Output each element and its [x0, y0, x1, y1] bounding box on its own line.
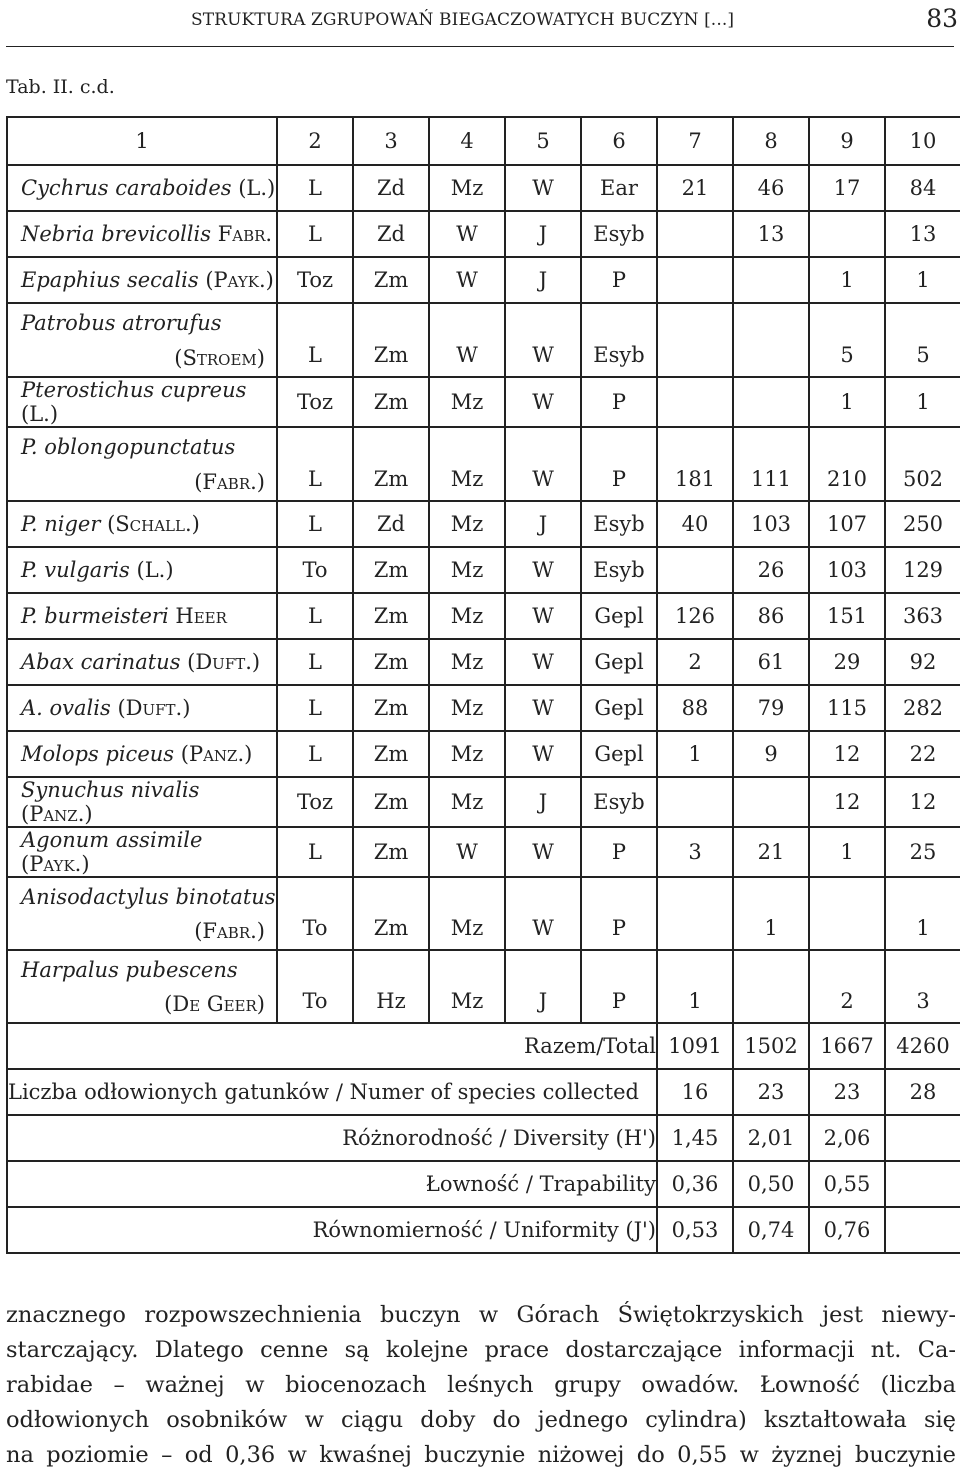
species-name [7, 165, 277, 211]
total-label: Razem/Total [7, 1023, 657, 1069]
species-table [6, 116, 960, 1254]
trait-cell: Ear [581, 165, 657, 211]
count-cell: 2 [809, 950, 885, 1023]
trait-cell: Mz [429, 777, 505, 827]
table-caption: Tab. II. c.d. [6, 76, 115, 98]
author-open: ( [110, 696, 126, 720]
species-genus: P. oblongopunctatus [21, 434, 236, 459]
trait-cell: Zm [353, 257, 429, 303]
species-genus: Harpalus pubescens [21, 957, 238, 982]
trait-cell: L [277, 501, 353, 547]
trait-cell: W [429, 211, 505, 257]
trapability-label: Łowność / Trapability [7, 1161, 657, 1207]
species-author: Panz. [188, 742, 245, 766]
author-open: ( [180, 650, 196, 674]
count-cell: 13 [733, 211, 809, 257]
running-title: STRUKTURA ZGRUPOWAŃ BIEGACZOWATYCH BUCZYN [...] [191, 10, 735, 30]
species-name [7, 950, 277, 1023]
species-genus: A. ovalis [21, 696, 111, 720]
author-close: ) [81, 852, 90, 876]
trait-cell: L [277, 685, 353, 731]
uniformity-label: Równomierność / Uniformity (J') [7, 1207, 657, 1253]
count-cell: 129 [885, 547, 960, 593]
table-row [7, 303, 960, 377]
species-author: L. [246, 176, 268, 200]
trait-cell: J [505, 257, 581, 303]
author-open: ( [129, 558, 145, 582]
trait-cell: Mz [429, 685, 505, 731]
trait-cell: J [505, 777, 581, 827]
author-close: ) [182, 696, 191, 720]
species-genus: Anisodactylus binotatus [21, 884, 276, 909]
column-number: 9 [809, 117, 885, 165]
species-name [7, 257, 277, 303]
count-cell: 61 [733, 639, 809, 685]
species-name [7, 501, 277, 547]
species-name [7, 377, 277, 427]
species-count-value: 16 [657, 1069, 733, 1115]
count-cell: 79 [733, 685, 809, 731]
count-cell: 12 [885, 777, 960, 827]
trait-cell: P [581, 427, 657, 501]
count-cell: 22 [885, 731, 960, 777]
table-row [7, 165, 960, 211]
count-cell: 103 [733, 501, 809, 547]
trait-cell: Esyb [581, 501, 657, 547]
diversity-row [7, 1115, 960, 1161]
count-cell: 126 [657, 593, 733, 639]
trapability-value: 0,55 [809, 1161, 885, 1207]
species-author: Stroem [182, 345, 257, 370]
species-genus: Cychrus caraboides [21, 176, 232, 200]
count-cell: 1 [885, 377, 960, 427]
trait-cell: Esyb [581, 211, 657, 257]
species-name [7, 877, 277, 950]
count-cell: 88 [657, 685, 733, 731]
empty-cell [885, 1161, 960, 1207]
table-row [7, 427, 960, 501]
count-cell: 1 [657, 731, 733, 777]
author-open: ( [100, 512, 116, 536]
table-row [7, 950, 960, 1023]
trait-cell: W [505, 547, 581, 593]
author-close: ) [244, 742, 253, 766]
species-genus: Molops piceus [21, 742, 175, 766]
table-row [7, 593, 960, 639]
author-open: ( [231, 176, 247, 200]
trait-cell: Zm [353, 303, 429, 377]
author-open [211, 222, 218, 246]
species-author: Schall. [115, 512, 192, 536]
trait-cell: To [277, 877, 353, 950]
trait-cell: W [429, 257, 505, 303]
body-line: odłowionych osobników w ciągu doby do jednego cylindra) kształtowała się [6, 1407, 956, 1433]
column-number: 5 [505, 117, 581, 165]
author-close: ) [251, 650, 261, 674]
trait-cell: Mz [429, 593, 505, 639]
column-number-row [7, 117, 960, 165]
trait-cell: L [277, 211, 353, 257]
count-cell [657, 547, 733, 593]
species-name [7, 593, 277, 639]
table-row [7, 257, 960, 303]
count-cell [809, 877, 885, 950]
trait-cell: W [505, 685, 581, 731]
trait-cell: Gepl [581, 731, 657, 777]
count-cell [657, 303, 733, 377]
count-cell [657, 211, 733, 257]
trait-cell: W [505, 877, 581, 950]
table-row [7, 639, 960, 685]
body-line: znacznego rozpowszechnienia buczyn w Górach Świętokrzyskich jest niewy- [6, 1302, 956, 1328]
trait-cell: Zm [353, 427, 429, 501]
species-author: Heer [175, 604, 227, 628]
uniformity-value: 0,74 [733, 1207, 809, 1253]
total-value: 1091 [657, 1023, 733, 1069]
author-close: ) [191, 512, 200, 536]
species-genus: Nebria brevicollis [21, 222, 212, 246]
count-cell [733, 303, 809, 377]
trait-cell: To [277, 950, 353, 1023]
diversity-value: 2,01 [733, 1115, 809, 1161]
table-row [7, 501, 960, 547]
count-cell: 9 [733, 731, 809, 777]
trait-cell: L [277, 731, 353, 777]
trait-cell: Zm [353, 777, 429, 827]
total-value: 4260 [885, 1023, 960, 1069]
species-genus: Epaphius secalis [21, 268, 199, 292]
species-name [7, 427, 277, 501]
trait-cell: Zm [353, 827, 429, 877]
body-line: starczający. Dlatego cenne są kolejne prace dostarczające informacji nt. Ca- [6, 1337, 956, 1363]
table-row [7, 377, 960, 427]
total-value: 1667 [809, 1023, 885, 1069]
trait-cell: Mz [429, 377, 505, 427]
uniformity-row [7, 1207, 960, 1253]
trait-cell: Zm [353, 731, 429, 777]
trait-cell: W [505, 427, 581, 501]
column-number: 2 [277, 117, 353, 165]
trait-cell: L [277, 427, 353, 501]
species-author: Payk. [213, 268, 266, 292]
species-author-line [174, 346, 265, 370]
author-open: ( [174, 345, 183, 370]
trapability-row [7, 1161, 960, 1207]
count-cell: 46 [733, 165, 809, 211]
trait-cell: Gepl [581, 639, 657, 685]
count-cell: 1 [885, 877, 960, 950]
trait-cell: L [277, 827, 353, 877]
trait-cell: Gepl [581, 593, 657, 639]
trait-cell: P [581, 827, 657, 877]
author-open: ( [198, 268, 214, 292]
trait-cell: Mz [429, 950, 505, 1023]
count-cell: 103 [809, 547, 885, 593]
count-cell: 21 [657, 165, 733, 211]
uniformity-value: 0,53 [657, 1207, 733, 1253]
trait-cell: P [581, 377, 657, 427]
table-row [7, 877, 960, 950]
species-author: Fabr. [202, 469, 257, 494]
column-number: 7 [657, 117, 733, 165]
trait-cell: Zm [353, 685, 429, 731]
count-cell: 151 [809, 593, 885, 639]
species-name [7, 303, 277, 377]
count-cell: 5 [809, 303, 885, 377]
trait-cell: P [581, 877, 657, 950]
count-cell: 111 [733, 427, 809, 501]
column-number: 4 [429, 117, 505, 165]
count-cell [657, 257, 733, 303]
count-cell: 1 [657, 950, 733, 1023]
header-rule [6, 46, 954, 47]
total-value: 1502 [733, 1023, 809, 1069]
count-cell [733, 950, 809, 1023]
trait-cell: W [429, 303, 505, 377]
count-cell [657, 377, 733, 427]
trapability-value: 0,50 [733, 1161, 809, 1207]
trait-cell: Mz [429, 547, 505, 593]
author-open: ( [21, 802, 30, 826]
trait-cell: Zd [353, 501, 429, 547]
species-author: Fabr. [202, 918, 257, 943]
species-genus: Synuchus nivalis [21, 778, 200, 802]
author-close: ) [265, 268, 274, 292]
trait-cell: W [505, 377, 581, 427]
count-cell: 363 [885, 593, 960, 639]
count-cell: 1 [733, 877, 809, 950]
species-name [7, 639, 277, 685]
trait-cell: W [505, 827, 581, 877]
trait-cell: W [505, 593, 581, 639]
author-open: ( [21, 402, 30, 426]
column-number: 8 [733, 117, 809, 165]
trait-cell: Zm [353, 639, 429, 685]
table-row [7, 777, 960, 827]
count-cell: 21 [733, 827, 809, 877]
trait-cell: To [277, 547, 353, 593]
trait-cell: Mz [429, 165, 505, 211]
species-genus: Pterostichus cupreus [21, 378, 247, 402]
species-author: De Geer [172, 991, 257, 1016]
count-cell: 12 [809, 731, 885, 777]
count-cell: 1 [809, 377, 885, 427]
total-row [7, 1023, 960, 1069]
count-cell: 29 [809, 639, 885, 685]
species-name [7, 731, 277, 777]
trait-cell: J [505, 950, 581, 1023]
species-count-value: 28 [885, 1069, 960, 1115]
table-row [7, 685, 960, 731]
count-cell: 1 [809, 827, 885, 877]
count-cell: 25 [885, 827, 960, 877]
trait-cell: L [277, 593, 353, 639]
species-genus: Abax carinatus [21, 650, 181, 674]
count-cell: 181 [657, 427, 733, 501]
trait-cell: Toz [277, 377, 353, 427]
trait-cell: Zd [353, 211, 429, 257]
body-line: rabidae – ważnej w biocenozach leśnych grupy owadów. Łowność (liczba [6, 1372, 956, 1398]
trait-cell: Zd [353, 165, 429, 211]
count-cell [809, 211, 885, 257]
count-cell: 2 [657, 639, 733, 685]
empty-cell [885, 1115, 960, 1161]
count-cell: 107 [809, 501, 885, 547]
column-number: 1 [7, 117, 277, 165]
count-cell: 17 [809, 165, 885, 211]
species-name [7, 777, 277, 827]
author-close: ) [256, 345, 265, 370]
species-count-value: 23 [809, 1069, 885, 1115]
trait-cell: Toz [277, 257, 353, 303]
trait-cell: Mz [429, 731, 505, 777]
species-author: Duft. [195, 650, 252, 674]
page-header [0, 6, 960, 38]
author-close: ) [267, 176, 276, 200]
species-author-line [164, 992, 265, 1016]
count-cell [657, 877, 733, 950]
species-author: Panz. [29, 802, 85, 826]
species-name [7, 685, 277, 731]
count-cell: 282 [885, 685, 960, 731]
author-close: ) [256, 469, 265, 494]
count-cell [657, 777, 733, 827]
trait-cell: Mz [429, 501, 505, 547]
species-count-row [7, 1069, 960, 1115]
count-cell: 3 [657, 827, 733, 877]
trait-cell: Toz [277, 777, 353, 827]
trait-cell: W [505, 639, 581, 685]
trait-cell: Esyb [581, 303, 657, 377]
column-number: 10 [885, 117, 960, 165]
species-genus: P. burmeisteri [21, 604, 169, 628]
trait-cell: W [505, 731, 581, 777]
count-cell: 92 [885, 639, 960, 685]
trait-cell: Zm [353, 593, 429, 639]
species-name [7, 547, 277, 593]
species-genus: P. vulgaris [21, 558, 130, 582]
trait-cell: Mz [429, 427, 505, 501]
trait-cell: Mz [429, 639, 505, 685]
species-name [7, 211, 277, 257]
author-close: ) [49, 402, 59, 426]
count-cell: 5 [885, 303, 960, 377]
trait-cell: Zm [353, 877, 429, 950]
author-close: ) [165, 558, 174, 582]
trait-cell: L [277, 303, 353, 377]
trait-cell: W [429, 827, 505, 877]
count-cell: 115 [809, 685, 885, 731]
author-open: ( [21, 852, 30, 876]
species-author: L. [144, 558, 166, 582]
species-author-line [194, 919, 265, 943]
count-cell [733, 257, 809, 303]
count-cell: 502 [885, 427, 960, 501]
author-open: ( [194, 469, 203, 494]
author-open: ( [164, 991, 173, 1016]
body-paragraph [6, 1298, 956, 1473]
count-cell: 40 [657, 501, 733, 547]
count-cell: 250 [885, 501, 960, 547]
body-line: na poziomie – od 0,36 w kwaśnej buczynie niżowej do 0,55 w żyznej buczynie [6, 1442, 956, 1468]
species-genus: P. niger [21, 512, 101, 536]
species-author: Duft. [125, 696, 183, 720]
table-row [7, 547, 960, 593]
trait-cell: L [277, 639, 353, 685]
trait-cell: L [277, 165, 353, 211]
trapability-value: 0,36 [657, 1161, 733, 1207]
author-close: ) [256, 918, 265, 943]
diversity-value: 2,06 [809, 1115, 885, 1161]
trait-cell: Zm [353, 547, 429, 593]
author-close: ) [84, 802, 93, 826]
author-close: ) [256, 991, 265, 1016]
species-author-line [194, 470, 265, 494]
count-cell: 1 [885, 257, 960, 303]
count-cell: 86 [733, 593, 809, 639]
species-author: L. [29, 402, 50, 426]
trait-cell: P [581, 257, 657, 303]
trait-cell: Esyb [581, 777, 657, 827]
species-genus: Patrobus atrorufus [21, 310, 222, 335]
species-name [7, 827, 277, 877]
table-row [7, 827, 960, 877]
species-count-value: 23 [733, 1069, 809, 1115]
diversity-value: 1,45 [657, 1115, 733, 1161]
count-cell: 3 [885, 950, 960, 1023]
species-author: Fabr. [217, 222, 273, 246]
page-number: 83 [926, 4, 958, 33]
trait-cell: Hz [353, 950, 429, 1023]
trait-cell: Mz [429, 877, 505, 950]
table-row [7, 731, 960, 777]
count-cell: 84 [885, 165, 960, 211]
trait-cell: J [505, 211, 581, 257]
species-genus: Agonum assimile [21, 828, 203, 852]
trait-cell: J [505, 501, 581, 547]
column-number: 3 [353, 117, 429, 165]
count-cell: 12 [809, 777, 885, 827]
uniformity-value: 0,76 [809, 1207, 885, 1253]
species-author: Payk. [29, 852, 82, 876]
column-number: 6 [581, 117, 657, 165]
trait-cell: Zm [353, 377, 429, 427]
trait-cell: P [581, 950, 657, 1023]
count-cell [733, 777, 809, 827]
diversity-label: Różnorodność / Diversity (H') [7, 1115, 657, 1161]
empty-cell [885, 1207, 960, 1253]
author-open: ( [174, 742, 189, 766]
trait-cell: W [505, 303, 581, 377]
count-cell: 1 [809, 257, 885, 303]
species-count-label: Liczba odłowionych gatunków / Numer of species collected [7, 1069, 657, 1115]
trait-cell: Esyb [581, 547, 657, 593]
count-cell: 210 [809, 427, 885, 501]
trait-cell: W [505, 165, 581, 211]
author-open: ( [194, 918, 203, 943]
count-cell: 13 [885, 211, 960, 257]
table-row [7, 211, 960, 257]
count-cell: 26 [733, 547, 809, 593]
trait-cell: Gepl [581, 685, 657, 731]
count-cell [733, 377, 809, 427]
